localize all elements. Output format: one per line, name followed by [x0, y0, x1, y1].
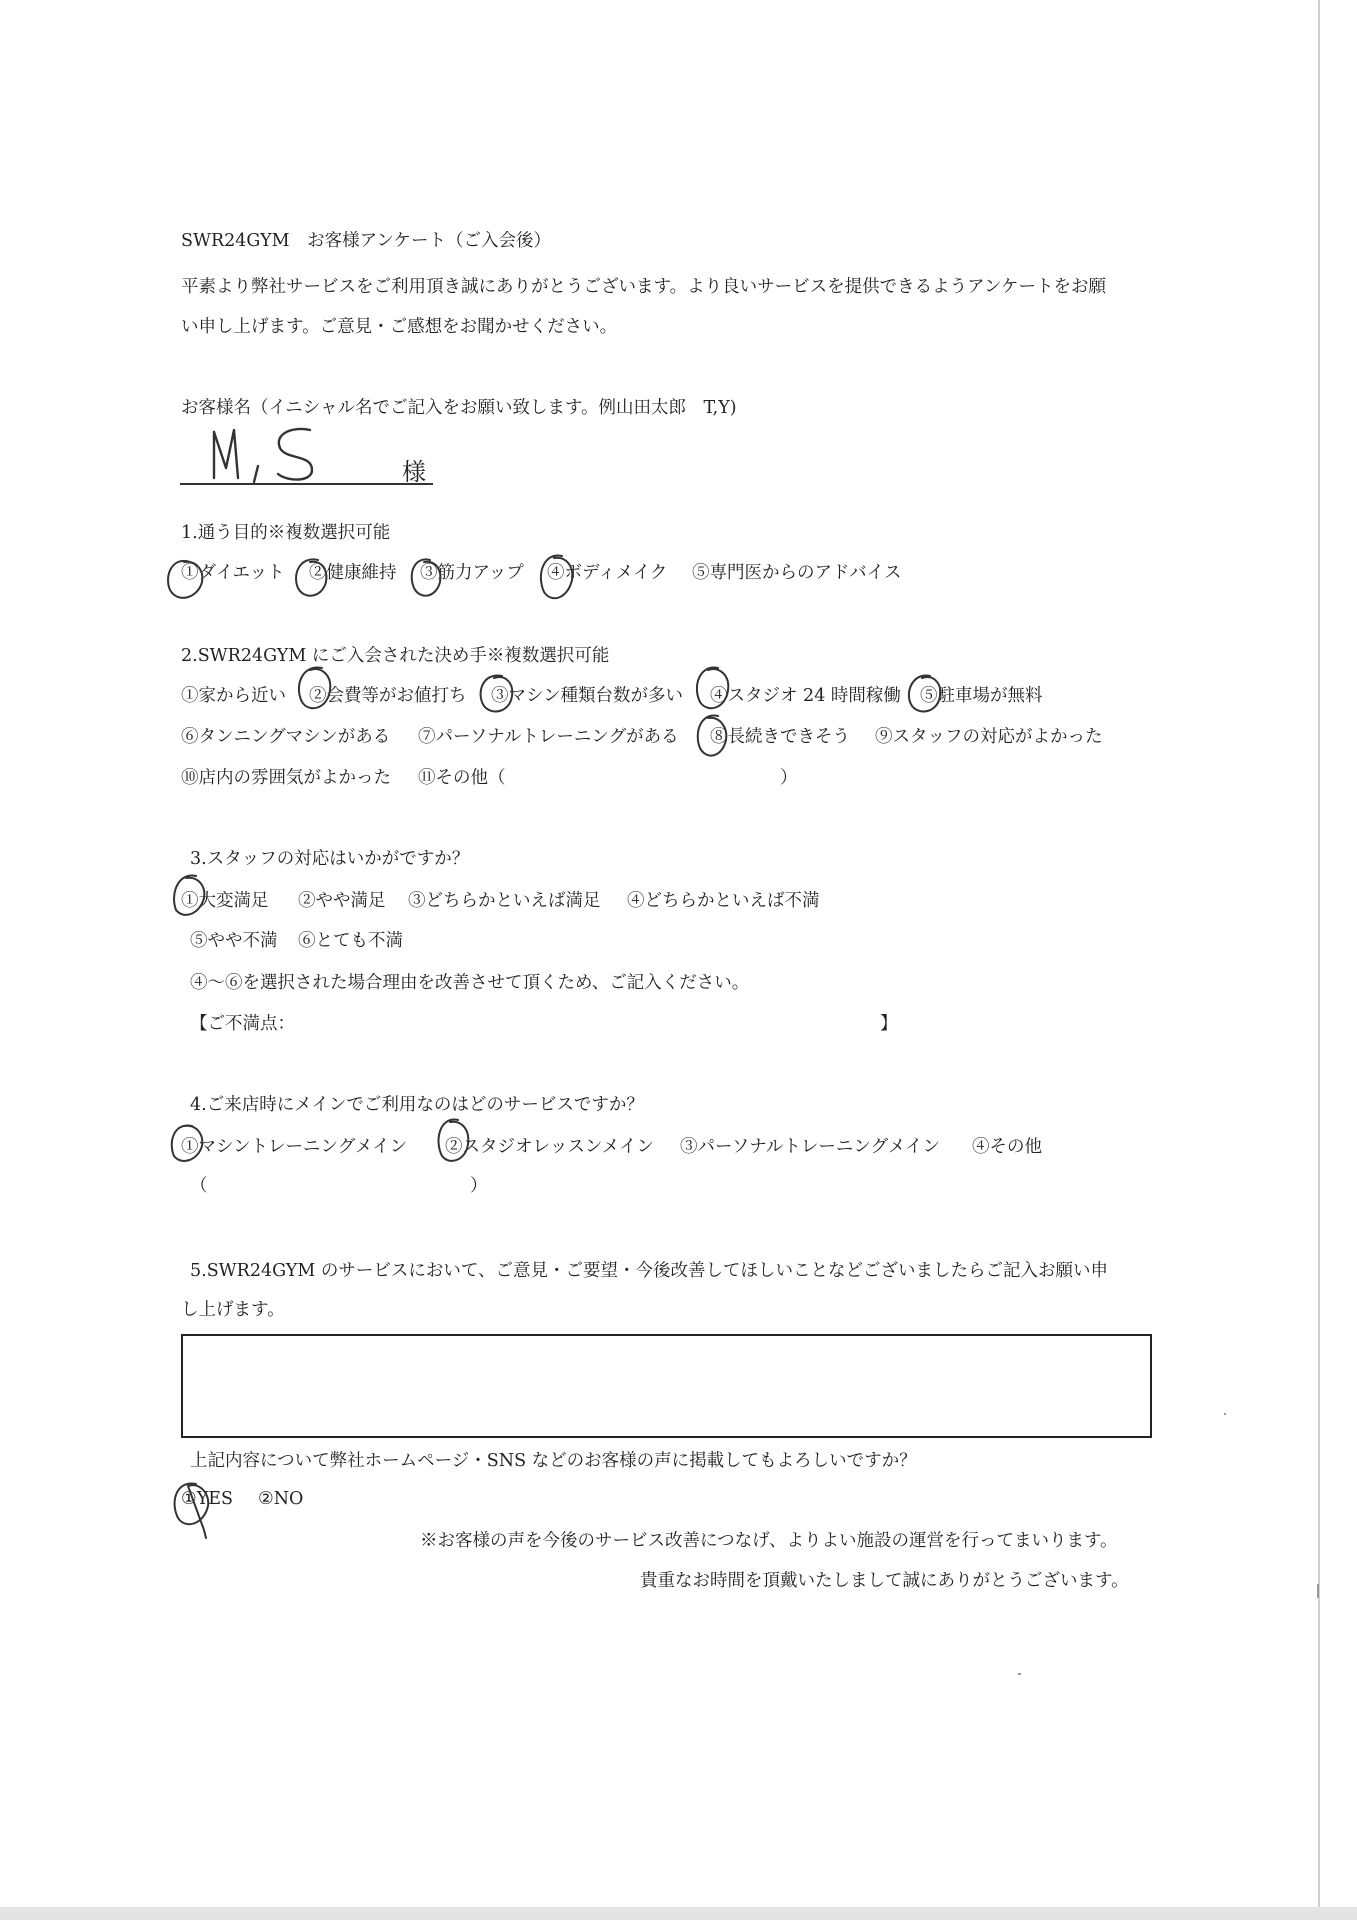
q1-option: ④ボディメイク: [547, 563, 668, 583]
q3-option: ⑤やや不満: [190, 931, 278, 951]
customer-name-label: お客様名（イニシャル名でご記入をお願い致します。例山田太郎 T,Y): [181, 398, 737, 418]
q4-option: ①マシントレーニングメイン: [181, 1137, 408, 1157]
scan-speck: [1317, 1584, 1319, 1598]
q2-option: ⑩店内の雰囲気がよかった: [181, 768, 391, 788]
honorific-sama: 様: [402, 458, 426, 486]
q2-option: ⑧長続きできそう: [710, 727, 850, 747]
scan-edge-bottom: [0, 1907, 1357, 1920]
q1-option: ③筋力アップ: [420, 563, 524, 583]
q4-option: ④その他: [972, 1137, 1042, 1157]
survey-title: SWR24GYM お客様アンケート（ご入会後）: [181, 231, 552, 251]
closing-note: ※お客様の声を今後のサービス改善につなげ、よりよい施設の運営を行ってまいります。: [420, 1531, 1118, 1551]
publish-question: 上記内容について弊社ホームページ・SNS などのお客様の声に掲載してもよろしいですか？: [190, 1451, 917, 1471]
q2-option: ⑨スタッフの対応がよかった: [875, 727, 1103, 747]
q2-question: 2.SWR24GYM にご入会された決め手※複数選択可能: [181, 646, 610, 666]
scan-speck: [1018, 1673, 1021, 1675]
q2-option: ④スタジオ 24 時間稼働: [710, 686, 901, 706]
scan-edge-right: [1318, 0, 1320, 1920]
q3-option: ③どちらかといえば満足: [408, 891, 601, 911]
publish-option-yes: ①YES: [181, 1489, 234, 1509]
complaint-close: 】: [880, 1014, 898, 1034]
publish-option-no: ②NO: [258, 1489, 304, 1509]
q4-question: 4.ご来店時にメインでご利用なのはどのサービスですか？: [190, 1095, 644, 1115]
q4-other-open: （: [190, 1176, 208, 1196]
q3-option: ①大変満足: [181, 891, 269, 911]
q5-question-cont: し上げます。: [181, 1300, 285, 1320]
closing-thanks: 貴重なお時間を頂戴いたしまして誠にありがとうございます。: [640, 1571, 1129, 1591]
q2-option: ⑤駐車場が無料: [920, 686, 1043, 706]
q1-option: ⑤専門医からのアドバイス: [692, 563, 902, 583]
complaint-label: 【ご不満点：: [190, 1014, 295, 1034]
q2-option: ③マシン種類台数が多い: [491, 686, 684, 706]
q2-option: ⑥タンニングマシンがある: [181, 727, 391, 747]
q2-other-close: ）: [780, 768, 798, 788]
q3-question: 3.スタッフの対応はいかがですか？: [190, 849, 470, 869]
scan-speck: [1224, 1413, 1226, 1415]
q2-option: ⑦パーソナルトレーニングがある: [418, 727, 679, 747]
q2-option: ②会費等がお値打ち: [309, 686, 467, 706]
q3-option: ⑥とても不満: [298, 931, 403, 951]
intro-line-2: い申し上げます。ご意見・ご感想をお聞かせください。: [181, 317, 618, 337]
q5-question: 5.SWR24GYM のサービスにおいて、ご意見・ご要望・今後改善してほしいことなどございましたらご記入お願い申: [190, 1261, 1108, 1281]
intro-line-1: 平素より弊社サービスをご利用頂き誠にありがとうございます。より良いサービスを提供できるようアンケートをお願: [181, 277, 1107, 297]
q1-option: ②健康維持: [309, 563, 397, 583]
comment-box[interactable]: [181, 1334, 1152, 1438]
customer-name-underline: [180, 483, 433, 485]
q1-question: 1.通う目的※複数選択可能: [181, 523, 391, 543]
q4-option: ③パーソナルトレーニングメイン: [680, 1137, 941, 1157]
q3-option: ④どちらかといえば不満: [627, 891, 820, 911]
q4-other-close: ）: [470, 1176, 488, 1196]
handwritten-initials: [200, 420, 370, 488]
q3-option: ②やや満足: [298, 891, 386, 911]
q3-note: ④～⑥を選択された場合理由を改善させて頂くため、ご記入ください。: [190, 973, 750, 993]
q1-option: ①ダイエット: [181, 563, 285, 583]
q2-option: ①家から近い: [181, 686, 286, 706]
q2-option-other: ⑪その他（: [418, 768, 506, 788]
q4-option: ②スタジオレッスンメイン: [445, 1137, 654, 1157]
